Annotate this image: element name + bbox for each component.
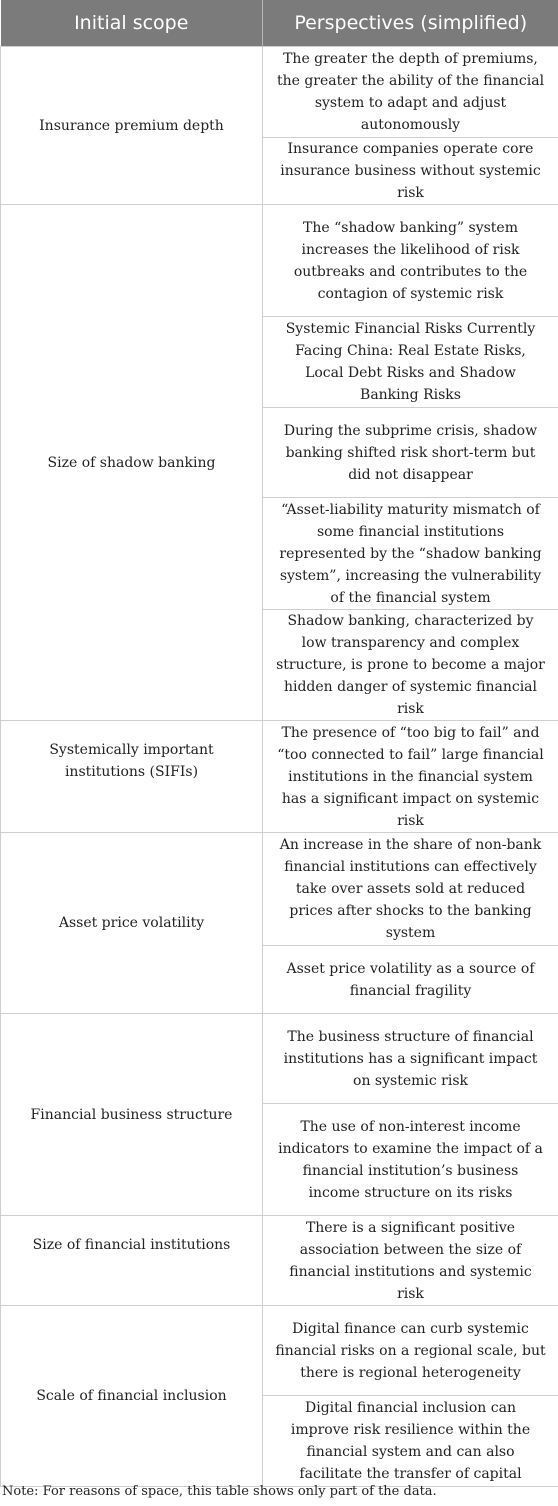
perspective-cell: The presence of “too big to fail” and “too connected to fail” large financial institutions in the financial system has a significant impact on systemic risk xyxy=(263,721,558,833)
table-row xyxy=(1,47,558,138)
table-row xyxy=(1,205,558,317)
scope-cell: Scale of financial inclusion xyxy=(1,1306,263,1487)
table-row xyxy=(1,1216,558,1306)
perspective-cell: During the subprime crisis, shadow banking shifted risk short-term but did not disappear xyxy=(263,408,558,498)
perspective-cell: Shadow banking, characterized by low transparency and complex structure, is prone to become a major hidden danger of systemic financial risk xyxy=(263,610,558,721)
perspective-cell: Asset price volatility as a source of financial fragility xyxy=(263,946,558,1014)
table-row xyxy=(1,1306,558,1396)
perspective-cell: The use of non-interest income indicators to examine the impact of a financial institution’s business income structure on its risks xyxy=(263,1104,558,1216)
scope-cell: Insurance premium depth xyxy=(1,47,263,205)
perspective-cell: Digital finance can curb systemic financial risks on a regional scale, but there is regional heterogeneity xyxy=(263,1306,558,1396)
table-row xyxy=(1,1014,558,1104)
scope-cell: Financial business structure xyxy=(1,1014,263,1216)
perspective-cell: Insurance companies operate core insurance business without systemic risk xyxy=(263,138,558,205)
scope-cell: Size of shadow banking xyxy=(1,205,263,721)
perspective-cell: An increase in the share of non-bank financial institutions can effectively take over assets sold at reduced prices after shocks to the banking system xyxy=(263,833,558,946)
perspective-cell: Systemic Financial Risks Currently Facing China: Real Estate Risks, Local Debt Risks and Shadow Banking Risks xyxy=(263,317,558,408)
perspective-cell: The greater the depth of premiums, the greater the ability of the financial system to adapt and adjust autonomously xyxy=(263,47,558,138)
scope-cell: Size of financial institutions xyxy=(1,1216,263,1306)
perspective-cell: There is a significant positive association between the size of financial institutions and systemic risk xyxy=(263,1216,558,1306)
scope-cell: Asset price volatility xyxy=(1,833,263,1014)
perspective-cell: “Asset-liability maturity mismatch of some financial institutions represented by the “shadow banking system”, increasing the vulnerability of the financial system xyxy=(263,498,558,610)
header-row xyxy=(1,0,558,47)
perspective-cell: The “shadow banking” system increases the likelihood of risk outbreaks and contributes to the contagion of systemic risk xyxy=(263,205,558,317)
perspective-cell: The business structure of financial institutions has a significant impact on systemic risk xyxy=(263,1014,558,1104)
scope-cell: Systemically important institutions (SIFIs) xyxy=(1,721,263,833)
header-perspectives: Perspectives (simplified) xyxy=(263,0,558,47)
perspective-cell: Digital financial inclusion can improve risk resilience within the financial system and can also facilitate the transfer of capital xyxy=(263,1396,558,1487)
table-row xyxy=(1,833,558,946)
table-row xyxy=(1,721,558,833)
header-initial-scope: Initial scope xyxy=(1,0,263,47)
table-note: Note: For reasons of space, this table shows only part of the data. xyxy=(2,1484,437,1499)
